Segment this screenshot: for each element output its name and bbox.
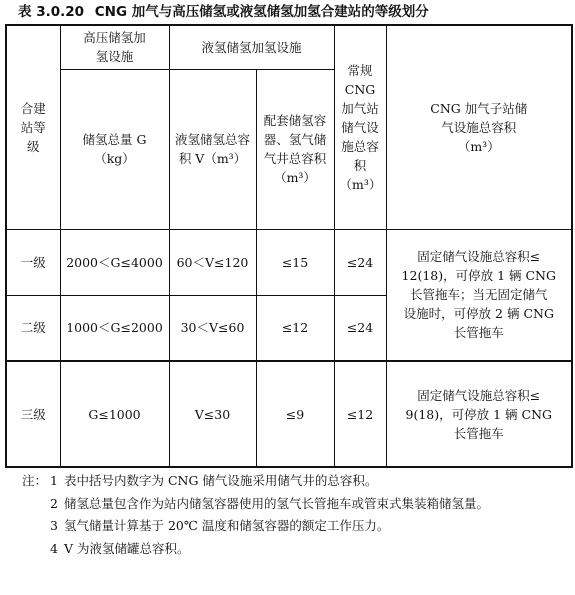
hp-cell: G≤1000 (60, 361, 169, 467)
subsidiary-line: 固定储气设施总容积≤ (417, 249, 541, 265)
note-text: 储氢总量包含作为站内储氢容器使用的氢气长管拖车或管束式集装箱储氢量。 (64, 495, 490, 511)
note-item (22, 515, 567, 538)
subsidiary-line: 长管拖车 (453, 425, 504, 441)
header-hp-group: 高压储氢加氢设施 (60, 25, 169, 69)
header-lh-container: 配套储氢容器、氢气储气井总容积（m³） (256, 69, 334, 229)
subsidiary-line: 9(18)，可停放 1 辆 CNG (405, 406, 552, 422)
lh-tank-cell: V≤30 (169, 361, 256, 467)
header-cng-substation: CNG 加气子站储气设施总容积（m³） (386, 25, 572, 229)
note-index: 2 (50, 495, 58, 511)
note-index: 3 (50, 518, 58, 533)
hp-cell: 2000＜G≤4000 (60, 229, 169, 295)
header-lh-tank: 液氢储氢总容积 V（m³） (169, 69, 256, 229)
lh-tank-cell: 60＜V≤120 (169, 229, 256, 295)
subsidiary-line: 长管拖车 (453, 325, 504, 341)
note-item (22, 470, 567, 493)
table-row (6, 361, 572, 467)
grading-table (5, 24, 573, 468)
lh-container-cell: ≤15 (256, 229, 334, 295)
note-text: 表中括号内数字为 CNG 储气设施采用储气井的总容积。 (64, 473, 378, 488)
table-title-text: CNG 加气与高压储氢或液氢储氢加氢合建站的等级划分 (94, 4, 429, 20)
table-number: 表 3.0.20 (18, 4, 85, 20)
table-title (18, 2, 568, 22)
note-item (22, 538, 567, 561)
lh-container-cell: ≤9 (256, 361, 334, 467)
grade-cell: 一级 (6, 229, 60, 295)
subsidiary-line: 长管拖车；当无固定储气 (410, 287, 548, 303)
grade-cell: 二级 (6, 295, 60, 361)
subsidiary-cell (386, 361, 572, 467)
grade-cell: 三级 (6, 361, 60, 467)
table-row (6, 229, 572, 295)
note-item (22, 493, 567, 516)
subsidiary-line: 设施时，可停放 2 辆 CNG (403, 306, 554, 322)
lh-container-cell: ≤12 (256, 295, 334, 361)
header-cng-station: 常规CNG加气站储气设施总容积（m³） (334, 25, 386, 229)
header-lh-group: 液氢储氢加氢设施 (169, 25, 334, 69)
subsidiary-line: 12(18)，可停放 1 辆 CNG (401, 268, 556, 284)
header-grade: 合建站等级 (6, 25, 60, 229)
cng-cell: ≤12 (334, 361, 386, 467)
lh-tank-cell: 30＜V≤60 (169, 295, 256, 361)
note-index: 1 (50, 473, 58, 488)
header-hp-total: 储氢总量 G（kg） (60, 69, 169, 229)
cng-cell: ≤24 (334, 229, 386, 295)
notes-label: 注： (22, 473, 48, 488)
cng-cell: ≤24 (334, 295, 386, 361)
note-text: 氢气储量计算基于 20℃ 温度和储氢容器的额定工作压力。 (64, 518, 390, 533)
hp-cell: 1000＜G≤2000 (60, 295, 169, 361)
note-index: 4 (50, 540, 58, 556)
table-notes (22, 470, 567, 560)
subsidiary-line: 固定储气设施总容积≤ (417, 387, 541, 403)
subsidiary-cell (386, 229, 572, 361)
note-text: V 为液氢储罐总容积。 (64, 540, 190, 556)
